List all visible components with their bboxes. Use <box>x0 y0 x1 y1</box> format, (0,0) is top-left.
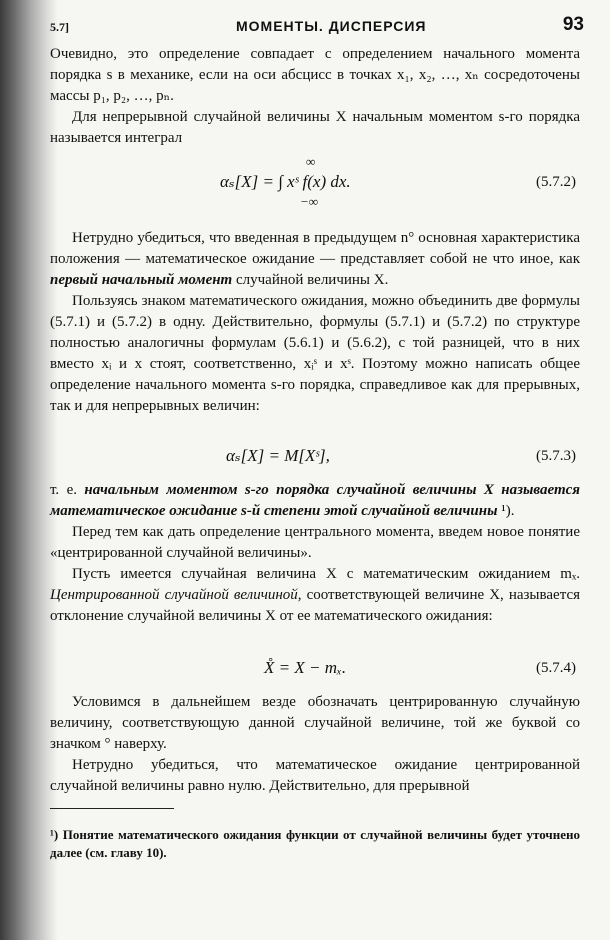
paragraph: т. е. начальным моментом s-го порядка случайной величины X называется математическое ожидание s-й степени этой случайной величины ¹). <box>50 482 580 519</box>
text-block-2 <box>50 228 580 417</box>
paragraph: Очевидно, это определение совпадает с определением начального момента порядка s в механике, если на оси абсцисс в точках x₁, x₂, …, xₙ сосредоточены массы p₁, p₂, …, pₙ. <box>50 46 580 104</box>
equation-number: (5.7.4) <box>536 660 576 676</box>
formula-5-7-3: αₛ[X] = M[Xˢ], (5.7.3) <box>226 446 576 465</box>
paragraph: Нетрудно убедиться, что математическое ожидание центрированной случайной величины равно нулю. Действительно, для прерывной <box>50 757 580 794</box>
footnote: ¹) Понятие математического ожидания функции от случайной величины будет уточнено далее (см. главу 10). <box>50 827 580 860</box>
emphasis: Центрированной случайной величиной, <box>50 587 302 603</box>
paragraph: Нетрудно убедиться, что введенная в предыдущем n° основная характеристика положения — математическое ожидание — представляет собой не что иное, как первый начальный момент случайной величины X. <box>50 230 580 288</box>
paragraph: Пусть имеется случайная величина X с математическим ожиданием mₓ. Центрированной случайной величиной, соответствующей величине X, называется отклонение случайной величины X от ее математического ожидания: <box>50 566 580 624</box>
running-header <box>50 14 584 40</box>
text-block-4 <box>50 692 580 797</box>
paragraph: Пользуясь знаком математического ожидания, можно объединить две формулы (5.7.1) и (5.7.2) в одну. Действительно, формулы (5.7.1) и (5.7.2) по структуре полностью аналогичны формулам (5.6.1) и (5.6.2), с той разницей, что в них вместо xᵢ и x стоят, соответственно, xᵢˢ и xˢ. Поэтому можно написать общее определение начального момента s-го порядка, справедливое как для прерывных, так и для непрерывных величин: <box>50 293 580 414</box>
page-number: 93 <box>562 14 584 35</box>
equation-number: (5.7.2) <box>536 174 576 190</box>
paragraph: Условимся в дальнейшем везде обозначать центрированную случайную величину, соответствующую данной случайной величине, той же буквой со значком ° наверху. <box>50 694 580 752</box>
text-block-1 <box>50 44 580 149</box>
paragraph: Перед тем как дать определение центрального момента, введем новое понятие «центрированной случайной величины». <box>50 524 580 561</box>
text-block-3 <box>50 480 580 627</box>
paragraph: Для непрерывной случайной величины X начальным моментом s-го порядка называется интеграл <box>50 109 580 146</box>
formula-5-7-4: X̊ = X − mₓ. (5.7.4) <box>264 658 576 677</box>
emphasis: первый начальный момент <box>50 272 233 288</box>
emphasis: начальным моментом s-го порядка случайной величины X называется математическое ожидание s-й степени этой случайной величины <box>50 482 580 519</box>
equation-number: (5.7.3) <box>536 448 576 464</box>
running-title: МОМЕНТЫ. ДИСПЕРСИЯ <box>236 18 427 34</box>
footnote-rule <box>50 808 174 809</box>
formula-5-7-2: ∞ αₛ[X] = ∫ xˢ f(x) dx. −∞ (5.7.2) <box>220 154 576 209</box>
section-number: 5.7] <box>50 20 69 34</box>
